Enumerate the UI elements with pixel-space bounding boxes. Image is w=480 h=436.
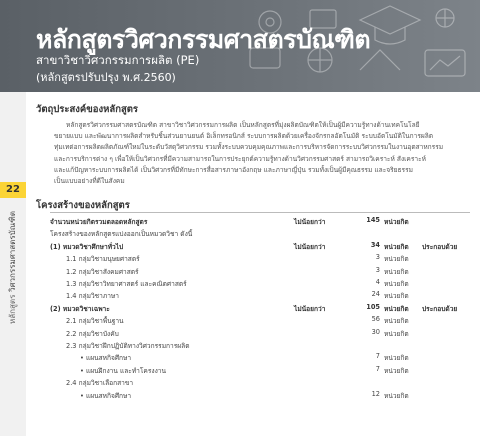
row-label: 2.4 กลุ่มวิชาเลือกสาขา — [66, 379, 134, 388]
table-row — [50, 278, 470, 288]
row-label: • แผนฝึกงาน และทำโครงงาน — [80, 366, 167, 375]
table-row — [50, 303, 470, 313]
table-row — [50, 266, 470, 276]
row-min: ไม่น้อยกว่า — [294, 218, 326, 226]
row-credits: 3 — [375, 253, 380, 262]
objectives-line: และแก้ปัญหาระบบการผลิตได้ เป็นวิศวกรที่มีทักษะการสื่อสารภาษาอังกฤษ และภาษาญี่ปุ่น รวมทั้งเป็นผู้มีคุณธรรม และจริยธรรม — [54, 165, 413, 174]
row-min: ไม่น้อยกว่า — [294, 242, 326, 251]
program-subtitle: สาขาวิชาวิศวกรรมการผลิต (PE) — [36, 53, 200, 67]
row-credits: 145 — [366, 216, 380, 224]
row-credits: 7 — [375, 364, 380, 373]
row-unit: หน่วยกิต — [384, 366, 409, 375]
side-label-prefix: หลักสูตร — [8, 294, 17, 324]
table-row — [50, 228, 470, 238]
row-label: 1.1 กลุ่มวิชามนุษยศาสตร์ — [66, 255, 140, 264]
row-credits: 56 — [371, 315, 380, 324]
row-credits: 34 — [370, 240, 380, 249]
row-unit: หน่วยกิต — [384, 255, 409, 264]
table-row — [50, 377, 470, 387]
row-unit: หน่วยกิต — [384, 218, 409, 226]
row-credits: 7 — [375, 352, 380, 361]
row-unit: หน่วยกิต — [384, 280, 409, 288]
page-title: หลักสูตรวิศวกรรมศาสตรบัณฑิต — [36, 25, 371, 54]
table-row — [50, 315, 470, 325]
table-row — [50, 216, 470, 226]
table-row — [50, 241, 470, 251]
row-extra: ประกอบด้วย — [422, 304, 458, 313]
row-unit: หน่วยกิต — [384, 267, 409, 276]
row-credits: 4 — [375, 278, 380, 286]
row-label: 2.3 กลุ่มวิชาฝึกปฏิบัติทางวิศวกรรมการผลิต — [66, 342, 190, 350]
objectives-line: หลักสูตรวิศวกรรมศาสตรบัณฑิต สาขาวิชาวิศวกรรมการผลิต เป็นหลักสูตรที่มุ่งผลิตบัณฑิตให้เป็นผู้มีความรู้ทางด้านเทคโนโลยี — [66, 121, 420, 129]
row-unit: หน่วยกิต — [384, 317, 409, 326]
side-label-main: วิศวกรรมศาสตรบัณฑิต — [8, 210, 17, 293]
row-label: 2.2 กลุ่มวิชาบังคับ — [66, 329, 119, 338]
objectives-paragraph — [54, 120, 468, 187]
row-extra: ประกอบด้วย — [422, 242, 458, 251]
row-credits: 105 — [366, 302, 380, 311]
row-credits: 30 — [371, 327, 380, 336]
table-row — [50, 365, 470, 375]
row-unit: หน่วยกิต — [384, 242, 409, 251]
row-label: (1) หมวดวิชาศึกษาทั่วไป — [50, 242, 124, 251]
row-label: 1.3 กลุ่มวิชาวิทยาศาสตร์ และคณิตศาสตร์ — [66, 280, 187, 288]
table-row — [50, 328, 470, 338]
program-note: (หลักสูตรปรับปรุง พ.ศ.2560) — [36, 71, 176, 84]
row-label: • แผนสหกิจศึกษา — [80, 354, 132, 363]
header-banner — [0, 0, 480, 92]
row-credits: 12 — [371, 389, 380, 398]
row-credits: 24 — [371, 290, 380, 299]
table-top-rule — [50, 212, 470, 213]
table-row — [50, 253, 470, 263]
row-unit: หน่วยกิต — [384, 354, 409, 363]
row-unit: หน่วยกิต — [384, 304, 409, 313]
structure-heading: โครงสร้างของหลักสูตร — [36, 200, 130, 211]
row-label: 1.2 กลุ่มวิชาสังคมศาสตร์ — [66, 267, 139, 276]
objectives-line: เป็นแบบอย่างที่ดีในสังคม — [54, 177, 125, 186]
row-unit: หน่วยกิต — [384, 292, 409, 301]
row-label: • แผนสหกิจศึกษา — [80, 391, 132, 400]
page-number: 22 — [0, 182, 26, 198]
row-credits: 3 — [375, 265, 380, 274]
objectives-heading: วัตถุประสงค์ของหลักสูตร — [36, 104, 139, 115]
table-row — [50, 390, 470, 400]
table-row — [50, 352, 470, 362]
row-label: โครงสร้างของหลักสูตรแบ่งออกเป็นหมวดวิชา ดังนี้ — [50, 230, 193, 239]
row-label: (2) หมวดวิชาเฉพาะ — [50, 304, 110, 313]
row-label: จำนวนหน่วยกิตรวมตลอดหลักสูตร — [50, 218, 148, 226]
row-label: 2.1 กลุ่มวิชาพื้นฐาน — [66, 317, 124, 326]
objectives-line: ขยายแบบ และพัฒนาการผลิตสำหรับชิ้นส่วนยานยนต์ อิเล็กทรอนิกส์ ระบบการผลิตด้วยเครื่องจักรกลอัตโนมัติ ระบบอัตโนมัติในการผลิต — [54, 132, 434, 141]
table-row — [50, 340, 470, 350]
table-row — [50, 290, 470, 300]
row-label: 1.4 กลุ่มวิชาภาษา — [66, 292, 119, 301]
row-min: ไม่น้อยกว่า — [294, 304, 326, 313]
side-label — [6, 204, 19, 324]
row-unit: หน่วยกิต — [384, 391, 409, 400]
objectives-line: และการบริการต่าง ๆ เพื่อให้เป็นวิศวกรที่มีความสามารถในการประยุกต์ความรู้ทางด้านวิศวกรรมศาสตร์ สามารถวิเคราะห์ สังเคราะห์ — [54, 154, 426, 163]
row-unit: หน่วยกิต — [384, 329, 409, 338]
objectives-line: ทุ่มเทต่อการผลิตผลิตภัณฑ์ใหม่ในระดับวัสดุวิศวกรรม รวมทั้งระบบควบคุมคุณภาพและการบริหารจัดการระบบวิศวกรรมในงานอุตสาหกรรม — [54, 143, 444, 152]
